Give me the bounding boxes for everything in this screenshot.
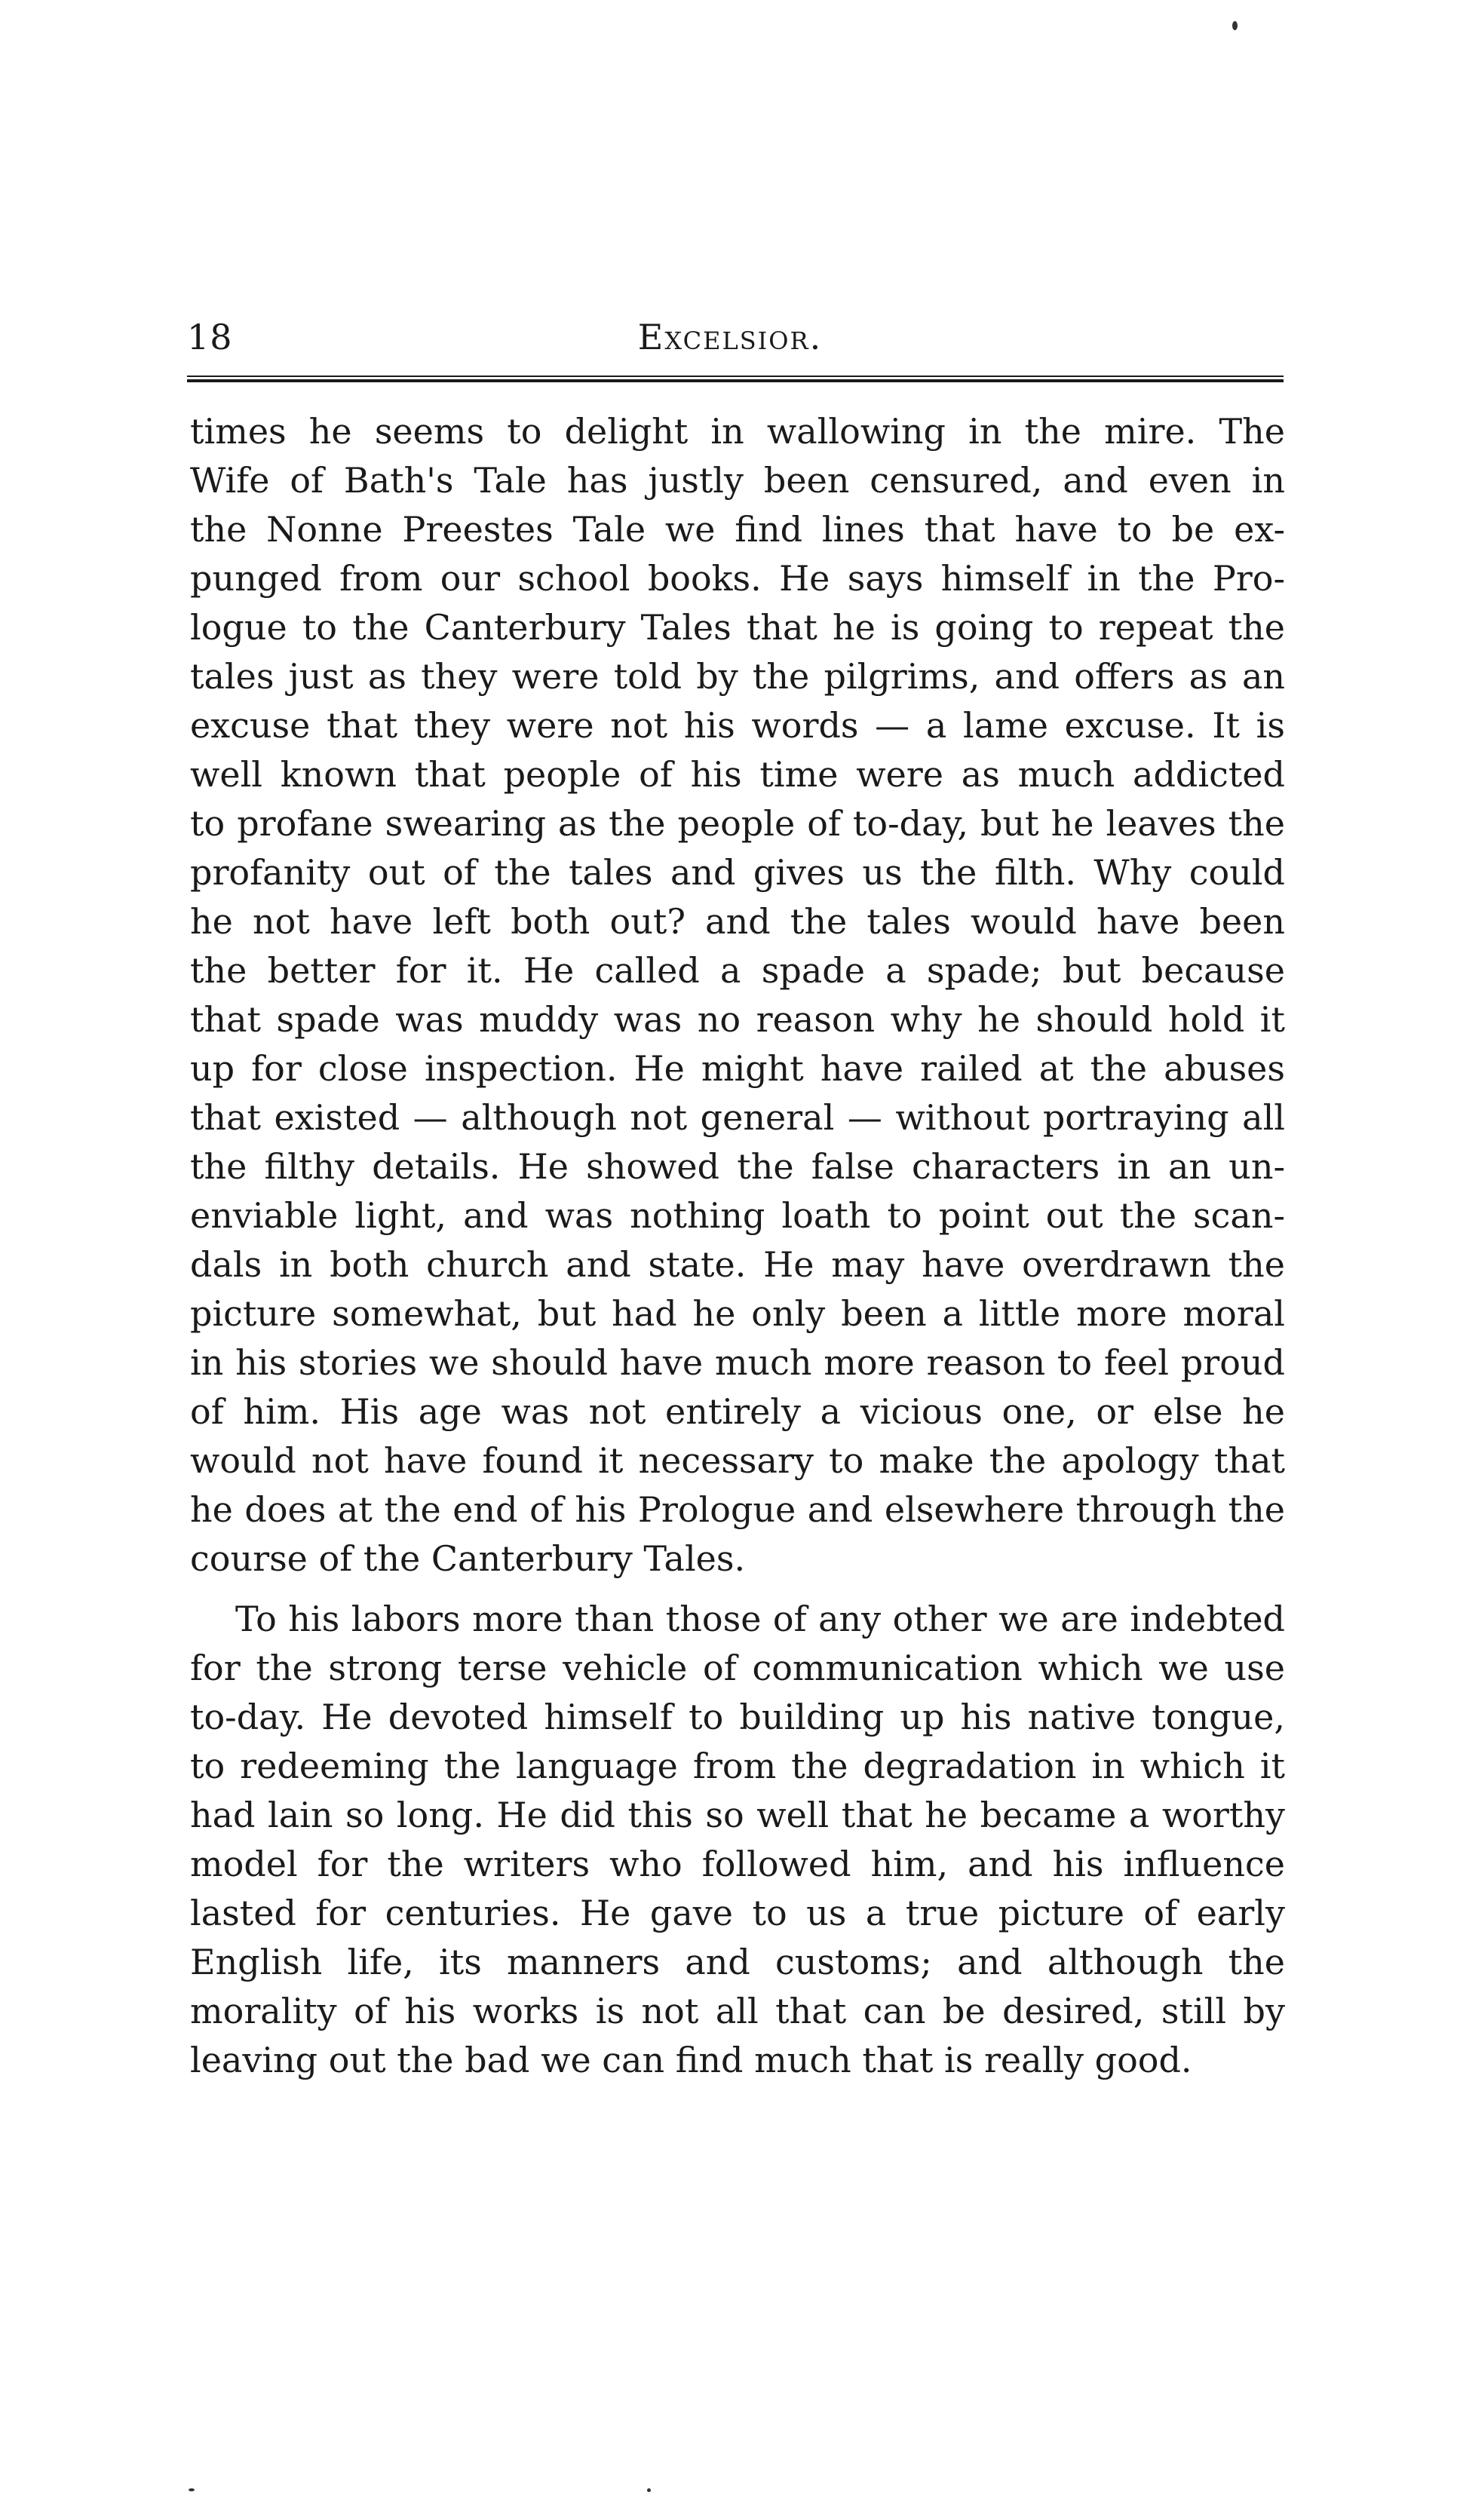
text-line: that existed — although not general — without portraying all [190,1097,1285,1138]
text-line: the better for it. He called a spade a spade; but because [190,950,1285,991]
text-line: English life, its manners and customs; and although the [190,1942,1285,1982]
text-line: he not have left both out? and the tales would have been [190,901,1285,942]
text-line: he does at the end of his Prologue and elsewhere through the [190,1489,1285,1530]
page-number: 18 [187,317,233,357]
text-line: picture somewhat, but had he only been a little more moral [190,1293,1285,1334]
text-line: up for close inspection. He might have railed at the abuses [190,1048,1285,1089]
text-line: of him. His age was not entirely a vicious one, or else he [190,1391,1285,1432]
text-line: logue to the Canterbury Tales that he is going to repeat the [190,607,1285,648]
text-line: model for the writers who followed him, and his influence [190,1844,1285,1884]
text-line: well known that people of his time were as much addicted [190,754,1285,795]
text-line: excuse that they were not his words — a lame excuse. It is [190,705,1285,746]
text-line: enviable light, and was nothing loath to point out the scan- [190,1195,1285,1236]
header-rule-thin [187,376,1284,377]
paragraph-1 [190,407,1285,1583]
running-title: Excelsior. [637,317,823,357]
text-line: for the strong terse vehicle of communication which we use [190,1648,1285,1688]
text-line: in his stories we should have much more reason to feel proud [190,1342,1285,1383]
text-line: course of the Canterbury Tales. [190,1538,746,1579]
text-line: To his labors more than those of any other we are indebted [235,1599,1285,1639]
text-line: tales just as they were told by the pilgrims, and offers as an [190,656,1285,697]
text-line: to profane swearing as the people of to-day, but he leaves the [190,803,1285,844]
ink-speck [1232,21,1238,30]
header-rule [187,376,1284,383]
text-line: the filthy details. He showed the false characters in an un- [190,1146,1285,1187]
ink-speck [189,2488,195,2491]
text-line: dals in both church and state. He may have overdrawn the [190,1244,1285,1285]
text-line: leaving out the bad we can find much that is really good. [190,2040,1192,2080]
text-line: to redeeming the language from the degradation in which it [190,1746,1285,1786]
paragraph-2 [190,1595,1285,2085]
text-line: had lain so long. He did this so well that he became a worthy [190,1795,1285,1835]
paragraph-gap [190,1583,1285,1595]
text-line: to-day. He devoted himself to building up his native tongue, [190,1697,1285,1737]
text-line: the Nonne Preestes Tale we find lines that have to be ex- [190,509,1285,550]
text-line: would not have found it necessary to make the apology that [190,1440,1285,1481]
text-line: profanity out of the tales and gives us the filth. Why could [190,852,1285,893]
text-line: that spade was muddy was no reason why he should hold it [190,999,1285,1040]
text-line: times he seems to delight in wallowing in the mire. The [190,411,1285,452]
text-line: morality of his works is not all that can be desired, still by [190,1991,1285,2031]
text-line: lasted for centuries. He gave to us a true picture of early [190,1893,1285,1933]
text-line: Wife of Bath's Tale has justly been censured, and even in [190,460,1285,501]
ink-speck [647,2488,651,2492]
body-text [190,407,1285,2085]
header-rule-thick [187,379,1284,382]
text-line: punged from our school books. He says himself in the Pro- [190,558,1285,599]
